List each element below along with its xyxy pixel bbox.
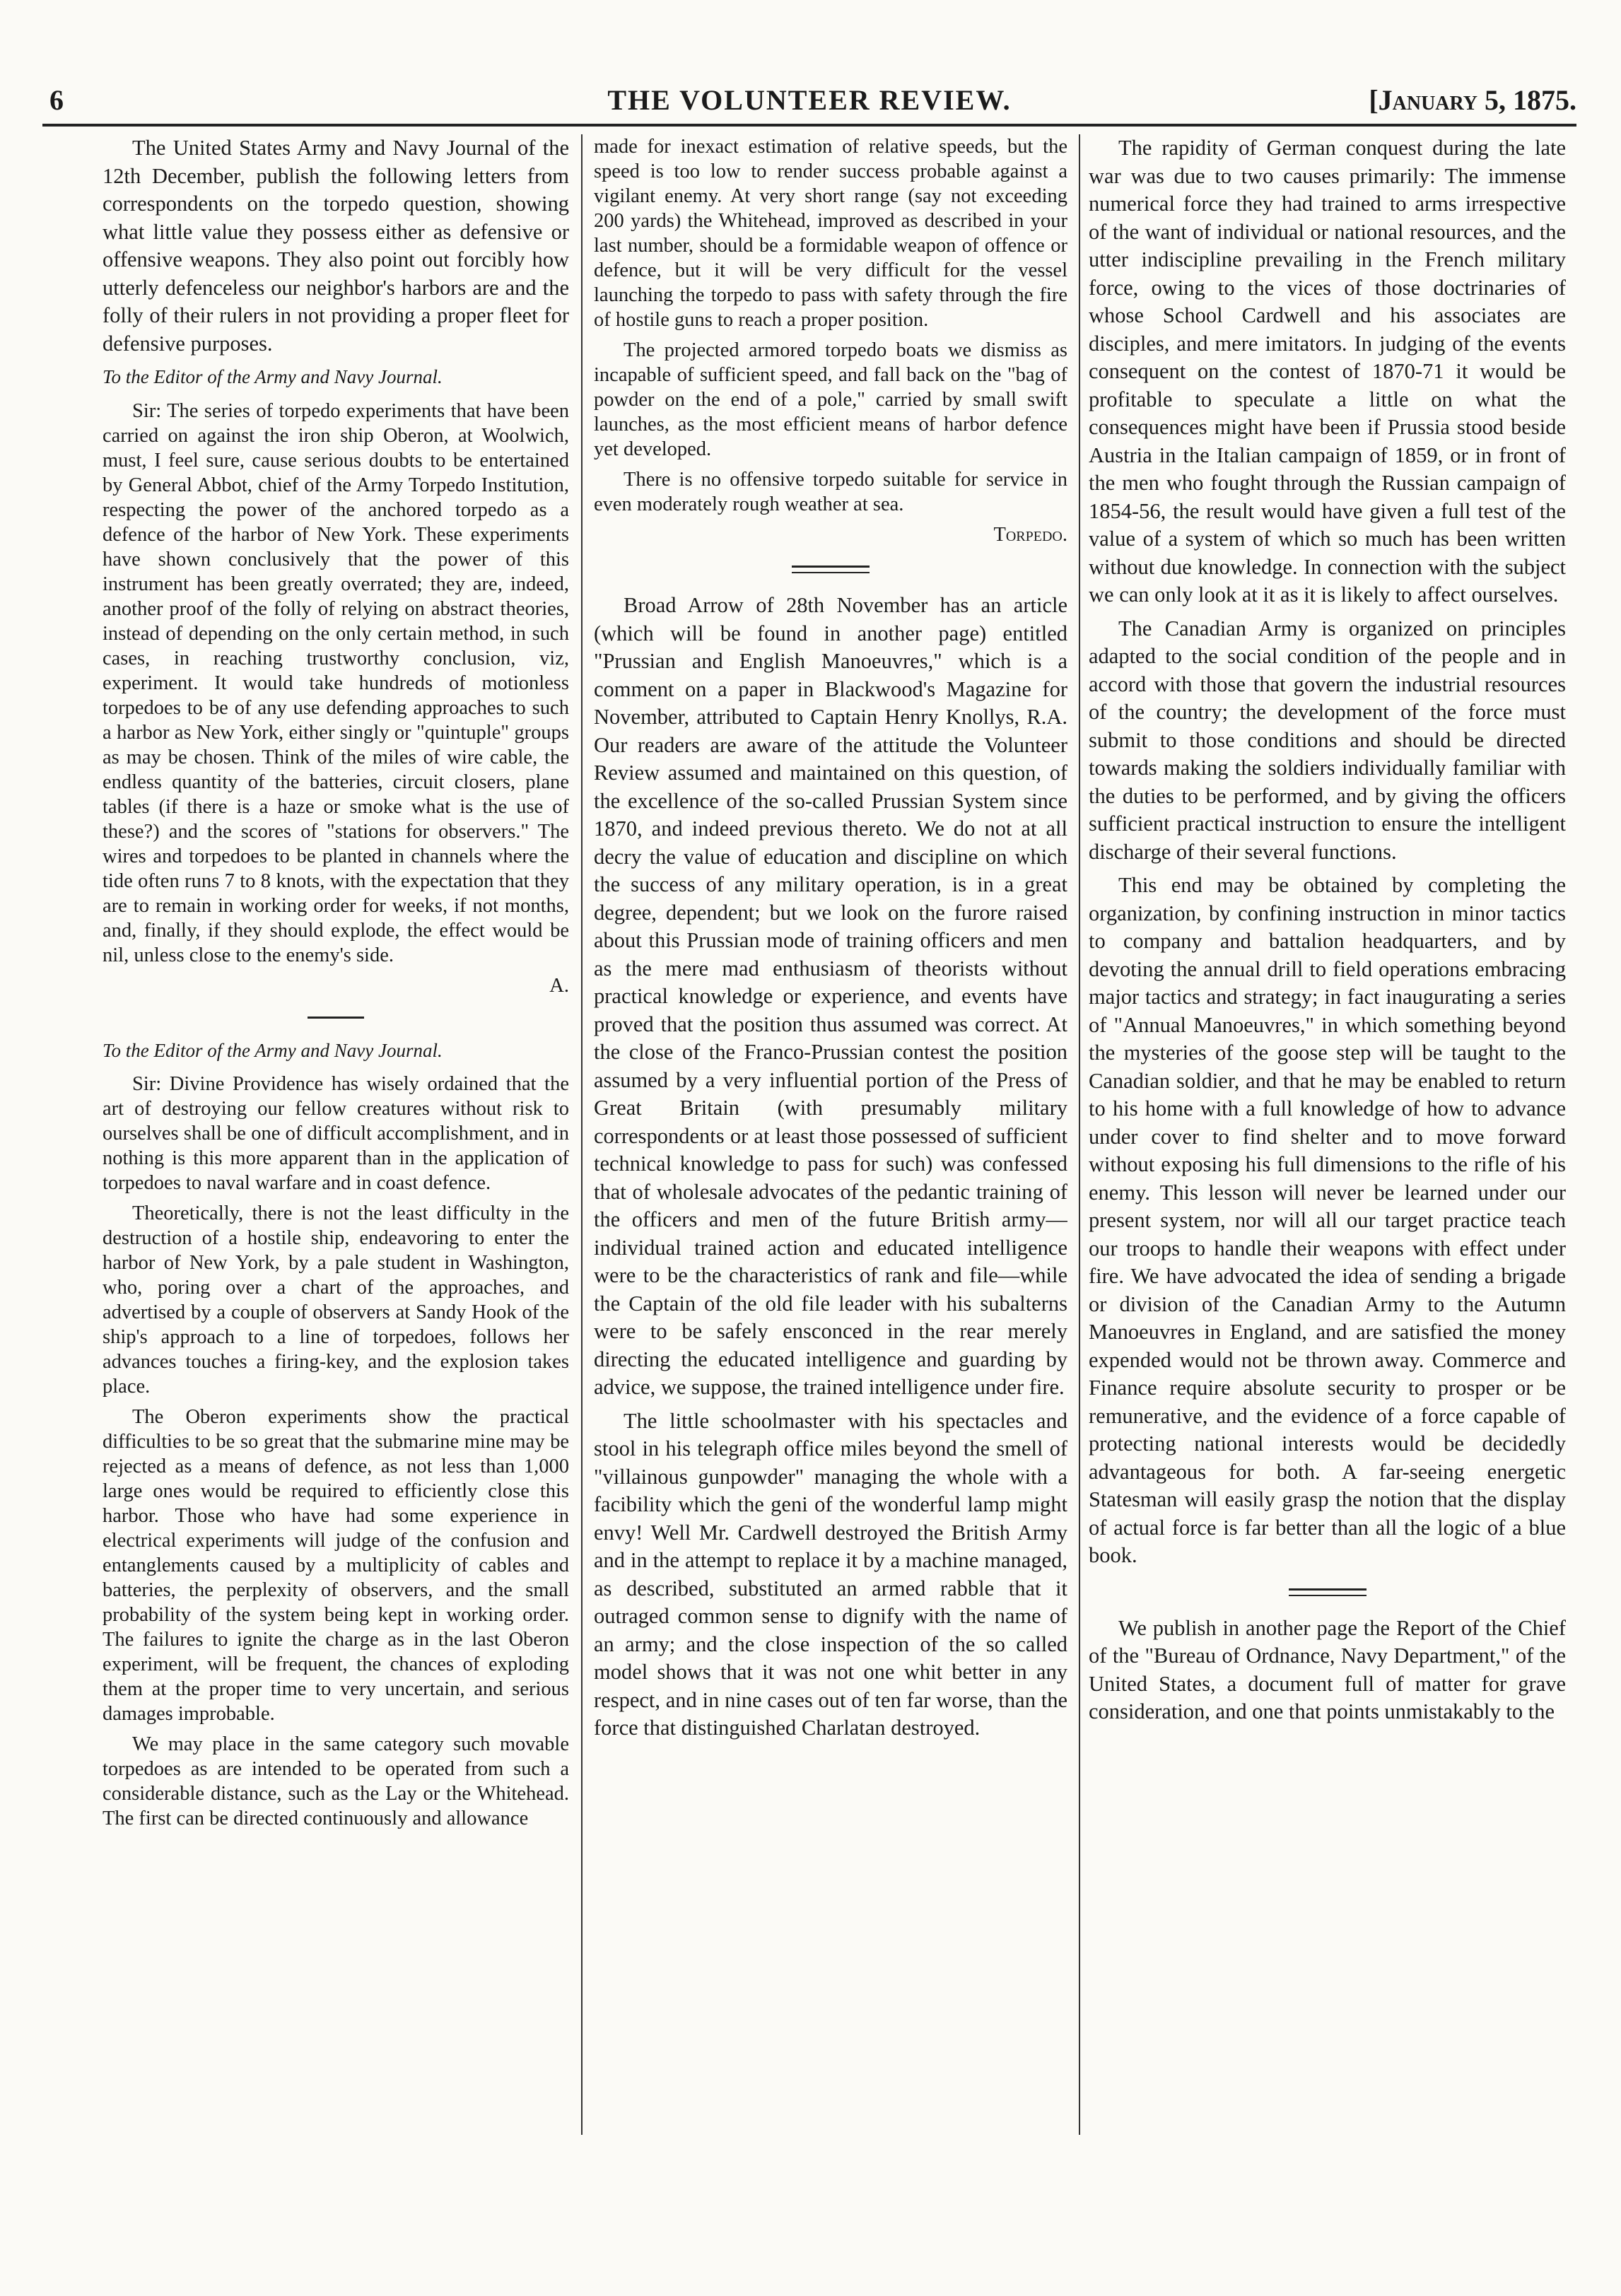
letter-paragraph: The projected armored torpedo boats we dismiss as incapable of sufficient speed, and fall back on the "bag of powder on the end of a pole," carried by small swift launches, as the most efficient means of harbor defence yet developed. (594, 339, 1067, 460)
article-paragraph: We publish in another page the Report of the Chief of the "Bureau of Ordnance, Navy Department," of the United States, a document full of matter for grave consideration, and one that points unmistakably to the (1089, 1615, 1566, 1723)
letter-paragraph: Theoretically, there is not the least difficulty in the destruction of a hostile ship, endeavoring to enter the harbor of New York, by a pale student in Washington, who, poring over a chart of the approaches, and advertised by a couple of observers at Sandy Hook of the ship's approach to a line of torpedoes, follows her advances touches a firing-key, and the explosion takes place. (103, 1202, 569, 1398)
column-2 (594, 134, 1067, 2142)
letter-paragraph: Sir: The series of torpedo experiments that have been carried on against the iron ship Oberon, at Woolwich, must, I feel sure, cause serious doubts to be entertained by General Abbot, chief of the Army Torpedo Institution, respecting the power of the anchored torpedo as a defence of the harbor of New York. These experiments have shown conclusively that the power of this instrument has been greatly overrated; they are, indeed, another proof of the folly of relying on abstract theories, instead of depending on the only certain method, in such cases, in reaching trustworthy conclusion, viz, experiment. It would take hundreds of motionless torpedoes to be of any use defending approaches to such a harbor as New York, either singly or "quintuple" groups as may be chosen. Think of the miles of wire cable, the endless quantity of the batteries, circuit closers, plane tables (if there is a haze or smoke what is the use of these?) and the scores of "stations for observers." The wires and torpedoes to be planted in channels where the tide often runs 7 to 8 knots, with the expectation that they are to remain in working order for weeks, if not months, and, finally, if they should explode, the effect would be nil, unless close to the enemy's side. (103, 399, 569, 966)
section-divider (308, 1017, 364, 1019)
letter-paragraph: Sir: Divine Providence has wisely ordained that the art of destroying our fellow creatures without risk to ourselves shall be one of difficult accomplishment, and in nothing is this more apparent than in the application of torpedoes to naval warfare and in coast defence. (103, 1073, 569, 1194)
masthead-title: THE VOLUNTEER REVIEW. (607, 84, 1012, 116)
letter-signature: A. (549, 974, 569, 997)
header-rule (42, 124, 1576, 127)
editor-heading: To the Editor of the Army and Navy Journal. (103, 366, 443, 387)
editor-heading: To the Editor of the Army and Navy Journal. (103, 1039, 443, 1061)
page-header (42, 83, 1576, 119)
letter-paragraph: made for inexact estimation of relative speeds, but the speed is too low to render success probable against a vigilant enemy. At very short range (say not exceeding 200 yards) the Whitehead, improved as described in your last number, should be a formidable weapon of offence or defence, but it will be very difficult for the vessel launching the torpedo to pass with safety through the fire of hostile guns to reach a proper position. (594, 136, 1067, 331)
column-divider-2 (1079, 134, 1080, 2135)
column-1 (103, 134, 569, 2142)
column-divider-1 (581, 134, 583, 2135)
article-paragraph: Broad Arrow of 28th November has an article (which will be found in another page) entitled "Prussian and English Manoeuvres," which is a comment on a paper in Blackwood's Magazine for November, attributed to Captain Henry Knollys, R.A. Our readers are aware of the attitude the Volunteer Review assumed and maintained on this question, of the excellence of the so-called Prussian System since 1870, and indeed previous thereto. We do not at all decry the value of education and discipline on which the success of any military operation, is in a great degree, dependent; but we look on the furore raised about this Prussian mode of training officers and men as the mere mad enthusiasm of theorists without practical knowledge or experience, and events have proved that the position thus assumed was correct. At the close of the Franco-Prussian contest the position assumed by a very influential portion of the Press of Great Britain (with presumably military correspondents or at least those possessed of sufficient technical knowledge to pass for such) was confessed that of wholesale advocates of the pedantic training of the officers and men of the future British army—individual trained action and educated intelligence were to be the characteristics of rank and file—while the Captain of the old file leader with his subalterns were to be safely ensconced in the rear merely directing the educated intelligence and guarding by advice, we suppose, the trained intelligence under fire. (594, 593, 1067, 1399)
issue-date: [January 5, 1875. (1369, 84, 1576, 116)
section-divider (1289, 1588, 1367, 1596)
letter-paragraph: There is no offensive torpedo suitable for service in even moderately rough weather at sea. (594, 469, 1067, 515)
letter-signature: Torpedo. (993, 524, 1067, 546)
article-paragraph: The rapidity of German conquest during the late war was due to two causes primarily: The immense numerical force they had trained to arms irrespective of the want of individual or national resources, and the utter indiscipline prevailing in the French military force, owing to the vices of those doctrinaries of whose School Cardwell and his associates are disciples, and mere imitators. In judging of the events consequent on the contest of 1870-71 it would be profitable to speculate a little on what the consequences might have been if Prussia stood beside Austria in the Italian campaign of 1859, or in front of the men who fought through the Russian campaign of 1854-56, the result would have given a full test of the value of a system of which so much has been written without due knowledge. In connection with the subject we can only look at it as it is likely to affect ourselves. (1089, 136, 1566, 607)
page-number: 6 (49, 84, 64, 116)
column-3 (1089, 134, 1566, 2142)
article-paragraph: This end may be obtained by completing the organization, by confining instruction in minor tactics to company and battalion headquarters, and by devoting the annual drill to field operations embracing major tactics and strategy; in fact inaugurating a series of "Annual Manoeuvres," in which something beyond the mysteries of the goose step will be taught to the Canadian soldier, and that he may be enabled to return to his home with a full knowledge of how to advance under cover to find shelter and to move forward without exposing his full dimensions to the rifle of his enemy. This lesson will never be learned under our present system, nor will all our target practice teach our troops to handle their weapons with effect under fire. We have advocated the idea of sending a brigade or division of the Canadian Army to the Autumn Manoeuvres in England, and are satisfied the money expended would not be thrown away. Commerce and Finance require absolute security to prosper or be remunerative, and the evidence of a force capable of protecting national interests would be decidedly advantageous for both. A far-seeing energetic Statesman will easily grasp the notion that the display of actual force is far better than all the logic of a blue book. (1089, 873, 1566, 1567)
section-divider (792, 566, 870, 573)
letter-paragraph: We may place in the same category such movable torpedoes as are intended to be operated from such a considerable distance, such as the Lay or the Whitehead. The first can be directed continuously and allowance (103, 1733, 569, 1829)
intro-paragraph: The United States Army and Navy Journal of the 12th December, publish the following letters from correspondents on the torpedo question, showing what little value they possess either as defensive or offensive weapons. They also point out forcibly how utterly defenceless our neighbor's harbors are and the folly of their rulers in not providing a proper fleet for defensive purposes. (103, 136, 569, 356)
article-paragraph: The little schoolmaster with his spectacles and stool in his telegraph office miles beyond the smell of "villainous gunpowder" managing the whole with a facibility which the geni of the wonderful lamp might envy! Well Mr. Cardwell destroyed the British Army and in the attempt to replace it by a machine managed, as described, substituted an armed rabble that it outraged common sense to dignify with the name of an army; and the close inspection of the so called model shows that it was not one whit better in any respect, and in nine cases out of ten far worse, than the force that distinguished Charlatan destroyed. (594, 1408, 1067, 1740)
letter-paragraph: The Oberon experiments show the practical difficulties to be so great that the submarine mine may be rejected as a means of defence, as not less than 1,000 large ones would be required to efficiently close this harbor. Those who have had some experience in electrical experiments will judge of the confusion and entanglements caused by a multiplicity of cables and batteries, the perplexity of observers, and the small probability of the system being kept in working order. The failures to ignite the charge as in the last Oberon experiment, will be frequent, the chances of exploding them at the proper time to very uncertain, and serious damages improbable. (103, 1406, 569, 1725)
article-paragraph: The Canadian Army is organized on principles adapted to the social condition of the people and in accord with those that govern the industrial resources of the country; the development of the force must submit to those conditions and should be directed towards making the soldiers individually familiar with the duties to be performed, and by giving the officers sufficient practical instruction to ensure the intelligent discharge of their several functions. (1089, 616, 1566, 864)
